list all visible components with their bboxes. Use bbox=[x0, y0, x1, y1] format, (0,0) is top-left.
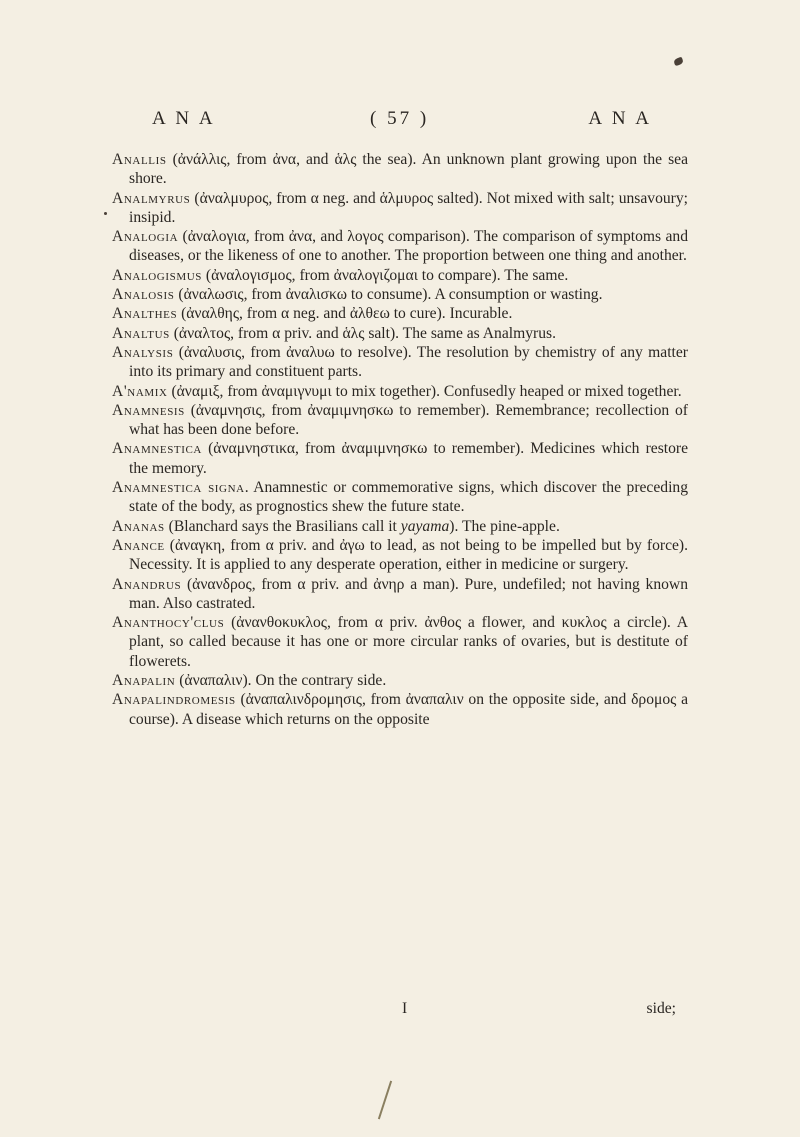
headword: Anamnestica signa bbox=[112, 479, 245, 497]
definition: (Blanchard says the Brasilians call it bbox=[164, 517, 401, 535]
running-head-left: A N A bbox=[152, 108, 216, 129]
headword: Analysis bbox=[112, 343, 174, 361]
entry bbox=[112, 690, 688, 729]
entry bbox=[112, 613, 688, 671]
definition-end: ). The pine-apple. bbox=[449, 517, 560, 535]
definition: . Anamnestic or commemorative signs, which discover the preceding state of the body, as prognostics shew the future state. bbox=[129, 479, 688, 516]
headword: Anamnestica bbox=[112, 440, 202, 458]
definition: (ἀναμνηστικα, from ἀναμιμνησκω to remember). Medicines which restore the memory. bbox=[129, 440, 688, 477]
entry bbox=[112, 536, 688, 575]
entry bbox=[112, 439, 688, 478]
definition: (ἀναλτος, from α priv. and ἁλς salt). The same as Analmyrus. bbox=[169, 324, 556, 342]
italic-term: yayama bbox=[400, 517, 450, 535]
headword: Analtus bbox=[112, 324, 170, 342]
running-head bbox=[152, 108, 652, 138]
definition: (ἀναλογισμος, from ἀναλογιζομαι to compare). The same. bbox=[201, 266, 569, 284]
headword: Anandrus bbox=[112, 575, 182, 593]
entry-list bbox=[112, 150, 688, 729]
page-number: ( 57 ) bbox=[370, 108, 430, 129]
headword: A'namix bbox=[112, 382, 168, 400]
definition: (ἀναμνησις, from ἀναμιμνησκω to remember). Remembrance; recollection of what has been done before. bbox=[129, 401, 688, 439]
definition: (ἀνανδρος, from α priv. and ἀνηρ a man). Pure, undefiled; not having known man. Also castrated. bbox=[129, 575, 688, 612]
definition: (ἀναλογια, from ἀνα, and λογος comparison). The comparison of symptoms and diseases, or the likeness of one to another. The proportion between one thing and another. bbox=[129, 228, 688, 265]
entry bbox=[112, 382, 688, 401]
entry bbox=[112, 401, 688, 440]
definition: (ἀναπαλιν). On the contrary side. bbox=[175, 672, 387, 690]
ink-speck bbox=[673, 57, 684, 67]
pencil-mark bbox=[378, 1081, 392, 1120]
running-head-right: A N A bbox=[588, 108, 652, 129]
entry bbox=[112, 478, 688, 517]
definition: (ἀναλωσις, from ἀναλισκω to consume). A consumption or wasting. bbox=[174, 286, 603, 304]
entry bbox=[112, 304, 688, 323]
definition: (ἀναπαλινδρομησις, from ἀναπαλιν on the opposite side, and δρομος a course). A disease which returns on the opposite bbox=[129, 691, 688, 728]
entry bbox=[112, 671, 688, 690]
definition: (ἀναλυσις, from ἀναλυω to resolve). The resolution by chemistry of any matter into its primary and constituent parts. bbox=[129, 343, 688, 381]
headword: Anamnesis bbox=[112, 401, 185, 419]
definition: (ἀνάλλις, from ἀνα, and ἁλς the sea). An unknown plant growing upon the sea shore. bbox=[129, 151, 688, 188]
entry bbox=[112, 266, 688, 285]
headword: Anapalindromesis bbox=[112, 691, 236, 709]
headword: Analthes bbox=[112, 305, 178, 323]
definition: (ἀναγκη, from α priv. and ἀγω to lead, as not being to be impelled but by force). Necessity. It is applied to any desperate operation, either in medicine or surgery. bbox=[129, 536, 688, 574]
page-footer bbox=[112, 1000, 688, 1020]
headword: Ananthocy'clus bbox=[112, 614, 225, 632]
entry bbox=[112, 343, 688, 382]
entry bbox=[112, 285, 688, 304]
entry bbox=[112, 324, 688, 343]
signature-mark: I bbox=[402, 1000, 408, 1017]
ink-speck bbox=[104, 212, 107, 215]
entry bbox=[112, 517, 688, 536]
definition: (ἀναλθης, from α neg. and ἀλθεω to cure). Incurable. bbox=[177, 305, 513, 323]
headword: Analmyrus bbox=[112, 189, 191, 207]
entry bbox=[112, 227, 688, 266]
definition: (ἀναμιξ, from ἀναμιγνυμι to mix together). Confusedly heaped or mixed together. bbox=[167, 382, 682, 400]
headword: Analogia bbox=[112, 228, 179, 246]
headword: Anance bbox=[112, 536, 165, 554]
headword: Anallis bbox=[112, 151, 167, 168]
headword: Ananas bbox=[112, 517, 165, 535]
definition: (ἀναλμυρος, from α neg. and ἁλμυρος salted). Not mixed with salt; unsavoury; insipid. bbox=[129, 189, 688, 226]
headword: Anapalin bbox=[112, 672, 176, 690]
entry bbox=[112, 575, 688, 614]
entry bbox=[112, 189, 688, 228]
definition: (ἀνανθοκυκλος, from α priv. ἀνθος a flower, and κυκλος a circle). A plant, so called because it has one or more circular ranks of ovaries, but is destitute of flowerets. bbox=[129, 614, 688, 670]
catchword: side; bbox=[646, 1000, 676, 1017]
entry bbox=[112, 150, 688, 189]
headword: Analosis bbox=[112, 286, 175, 304]
headword: Analogismus bbox=[112, 266, 202, 284]
